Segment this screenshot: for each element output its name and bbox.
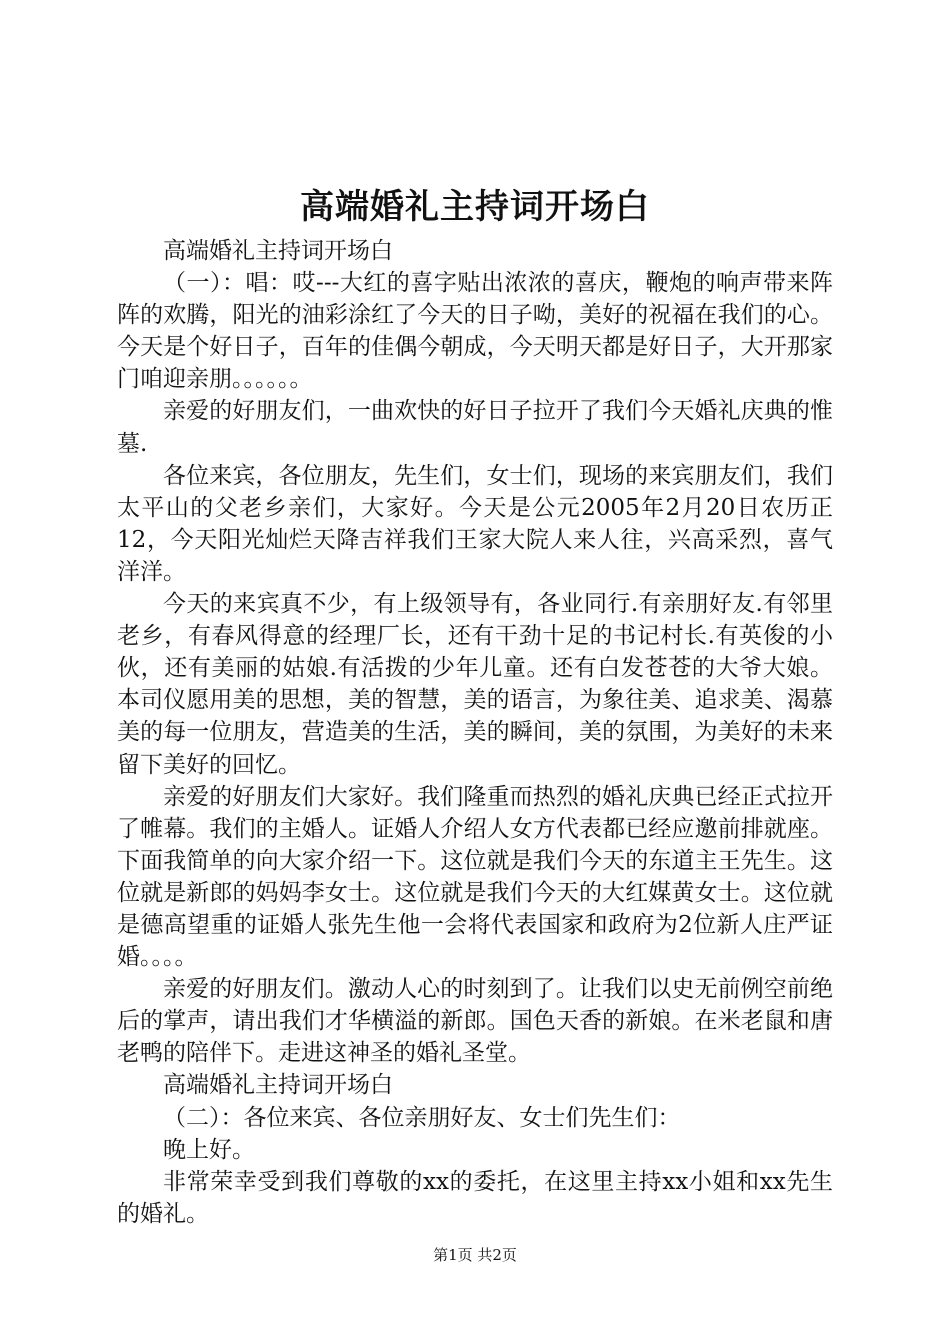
paragraph-welcome: 各位来宾，各位朋友，先生们，女士们，现场的来宾朋友们，我们太平山的父老乡亲们，大家好。今天是公元2005年2月20日农历正12，今天阳光灿烂天降吉祥我们王家大院人来人往，兴高采烈，喜气洋洋。 [117, 462, 833, 585]
paragraph-introductions: 亲爱的好朋友们大家好。我们隆重而热烈的婚礼庆典已经正式拉开了帷幕。我们的主婚人。证婚人介绍人女方代表都已经应邀前排就座。下面我简单的向大家介绍一下。这位就是我们今天的东道主王先生。这位就是新郎的妈妈李女士。这位就是我们今天的大红媒黄女士。这位就是德高望重的证婚人张先生他一会将代表国家和政府为2位新人庄严证婚。。。。 [117, 783, 833, 971]
paragraph-song-intro: （一）：唱：哎---大红的喜字贴出浓浓的喜庆，鞭炮的响声带来阵阵的欢腾，阳光的油彩涂红了今天的日子呦，美好的祝福在我们的心。今天是个好日子，百年的佳偶今朝成，今天明天都是好日子，大开那家门咱迎亲朋。。。。。。 [117, 270, 833, 393]
paragraph-good-evening: 晚上好。 [163, 1136, 255, 1163]
paragraph-greeting-1: 亲爱的好朋友们，一曲欢快的好日子拉开了我们今天婚礼庆典的惟墓. [117, 398, 833, 457]
page-footer: 第1页 共2页 [433, 1246, 517, 1264]
document-title: 高端婚礼主持词开场白 [300, 187, 650, 227]
paragraph-entrance: 亲爱的好朋友们。激动人心的时刻到了。让我们以史无前例空前绝后的掌声，请出我们才华横溢的新郎。国色天香的新娘。在米老鼠和唐老鸭的陪伴下。走进这神圣的婚礼圣堂。 [117, 976, 833, 1067]
paragraph-guests: 今天的来宾真不少，有上级领导有，各业同行.有亲朋好友.有邻里老乡，有春风得意的经理厂长，还有干劲十足的书记村长.有英俊的小伙，还有美丽的姑娘.有活拨的少年儿童。还有白发苍苍的大爷大娘。本司仪愿用美的思想，美的智慧，美的语言，为象往美、追求美、渴慕美的每一位朋友，营造美的生活，美的瞬间，美的氛围，为美好的未来留下美好的回忆。 [117, 591, 833, 778]
paragraph-heading-2: 高端婚礼主持词开场白 [163, 1072, 393, 1099]
paragraph-heading-1: 高端婚礼主持词开场白 [163, 238, 393, 264]
document-body [117, 235, 833, 1230]
paragraph-honor: 非常荣幸受到我们尊敬的xx的委托，在这里主持xx小姐和xx先生的婚礼。 [117, 1168, 833, 1227]
paragraph-part-two: （二）：各位来宾、各位亲朋好友、女士们先生们： [163, 1104, 681, 1131]
